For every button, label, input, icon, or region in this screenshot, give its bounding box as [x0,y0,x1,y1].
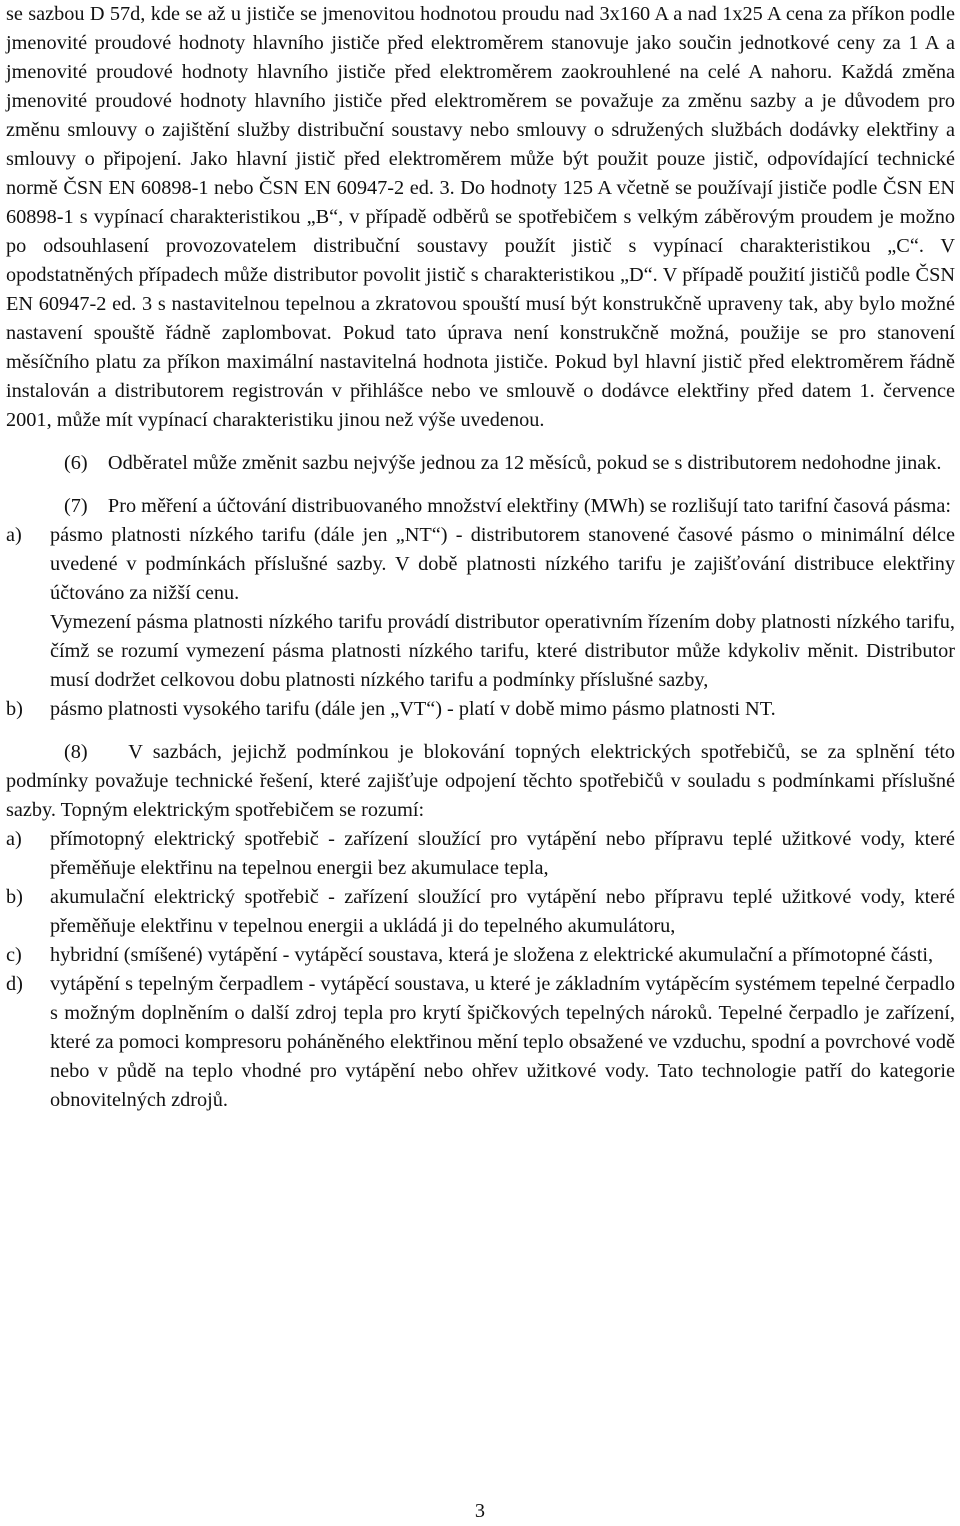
list-item-text: přímotopný elektrický spotřebič - zařízení sloužící pro vytápění nebo přípravu teplé užitkové vody, které přeměňuje elektřinu na tepelnou energii bez akumulace tepla, [50,828,955,879]
list-label: b) [6,698,23,720]
list-item-7a [6,521,955,695]
list-item-text: pásmo platnosti nízkého tarifu (dále jen „NT“) - distributorem stanovené časové pásmo o minimální délce uvedené v podmínkách příslušné sazby. V době platnosti nízkého tarifu je zajišťování distribuce elektřiny účtováno za nižší cenu. [50,524,955,604]
list-item-8d [6,970,955,1115]
list-item-8a [6,825,955,883]
list-item-8b [6,883,955,941]
list-item-text: hybridní (smíšené) vytápění - vytápěcí soustava, která je složena z elektrické akumulační a přímotopné části, [50,944,934,966]
list-item-text: pásmo platnosti vysokého tarifu (dále jen „VT“) - platí v době mimo pásmo platnosti NT. [50,698,776,720]
list-item-text: akumulační elektrický spotřebič - zařízení sloužící pro vytápění nebo přípravu teplé užitkové vody, které přeměňuje elektřinu v tepelnou energii a ukládá ji do tepelného akumulátoru, [50,886,955,937]
page-number: 3 [474,1500,486,1522]
list-label: a) [6,524,22,546]
list-label: c) [6,944,22,966]
list-label: b) [6,886,23,908]
list-item-text: vytápění s tepelným čerpadlem - vytápěcí soustava, u které je základním vytápěcím systémem tepelné čerpadlo s možným doplněním o další zdroj tepla pro krytí špičkových tepelných nároků. Tepelné čerpadlo je zařízení, které za pomoci kompresoru poháněného elektřinou mění teplo obsažené ve vzduchu, spodní a povrchové vodě nebo v půdě na teplo vhodné pro vytápění nebo ohřev užitkové vody. Tato technologie patří do kategorie obnovitelných zdrojů. [50,973,955,1111]
list-item-text-continued: Vymezení pásma platnosti nízkého tarifu provádí distributor operativním řízením doby platnosti nízkého tarifu, čímž se rozumí vymezení pásma platnosti nízkého tarifu, které distributor může kdykoliv měnit. Distributor musí dodržet celkovou dobu platnosti nízkého tarifu a podmínky příslušné sazby, [50,611,955,691]
document-page [6,0,955,1115]
paragraph-8: (8) V sazbách, jejichž podmínkou je blokování topných elektrických spotřebičů, se za splnění této podmínky považuje technické řešení, které zajišťuje odpojení těchto spotřebičů v souladu s podmínkami příslušné sazby. Topným elektrickým spotřebičem se rozumí: [6,741,955,821]
list-label: d) [6,973,23,995]
list-item-8c [6,941,955,970]
list-item-7b [6,695,955,724]
intro-paragraph: se sazbou D 57d, kde se až u jističe se jmenovitou hodnotou proudu nad 3x160 A a nad 1x25 A cena za příkon podle jmenovité proudové hodnoty hlavního jističe před elektroměrem stanovuje jako součin jednotkové ceny za 1 A a jmenovité proudové hodnoty hlavního jističe před elektroměrem zaokrouhlené na celé A nahoru. Každá změna jmenovité proudové hodnoty hlavního jističe před elektroměrem se považuje za změnu sazby a je důvodem pro změnu smlouvy o zajištění služby distribuční soustavy nebo smlouvy o sdružených službách dodávky elektřiny a smlouvy o připojení. Jako hlavní jistič před elektroměrem může být použit pouze jistič, odpovídající technické normě ČSN EN 60898-1 nebo ČSN EN 60947-2 ed. 3. Do hodnoty 125 A včetně se používají jističe podle ČSN EN 60898-1 s vypínací charakteristikou „B“, v případě odběrů se spotřebičem s velkým záběrovým proudem je možno po odsouhlasení provozovatelem distribuční soustavy použít jistič s vypínací charakteristikou „C“. V opodstatněných případech může distributor povolit jistič s charakteristikou „D“. V případě použití jističů podle ČSN EN 60947-2 ed. 3 s nastavitelnou tepelnou a zkratovou spouští musí být konstrukčně upraveny tak, aby bylo možné nastavení spouště řádně zaplombovat. Pokud tato úprava není konstrukčně možná, použije se pro stanovení měsíčního platu za příkon maximální nastavitelná hodnota jističe. Pokud byl hlavní jistič před elektroměrem řádně instalován a distributorem registrován v přihlášce nebo ve smlouvě o dodávce elektřiny před datem 1. července 2001, může mít vypínací charakteristiku jinou než výše uvedenou. [6,3,955,431]
paragraph-7: (7) Pro měření a účtování distribuovaného množství elektřiny (MWh) se rozlišují tato tarifní časová pásma: [64,495,952,517]
paragraph-6: (6) Odběratel může změnit sazbu nejvýše jednou za 12 měsíců, pokud se s distributorem nedohodne jinak. [64,452,942,474]
list-label: a) [6,828,22,850]
